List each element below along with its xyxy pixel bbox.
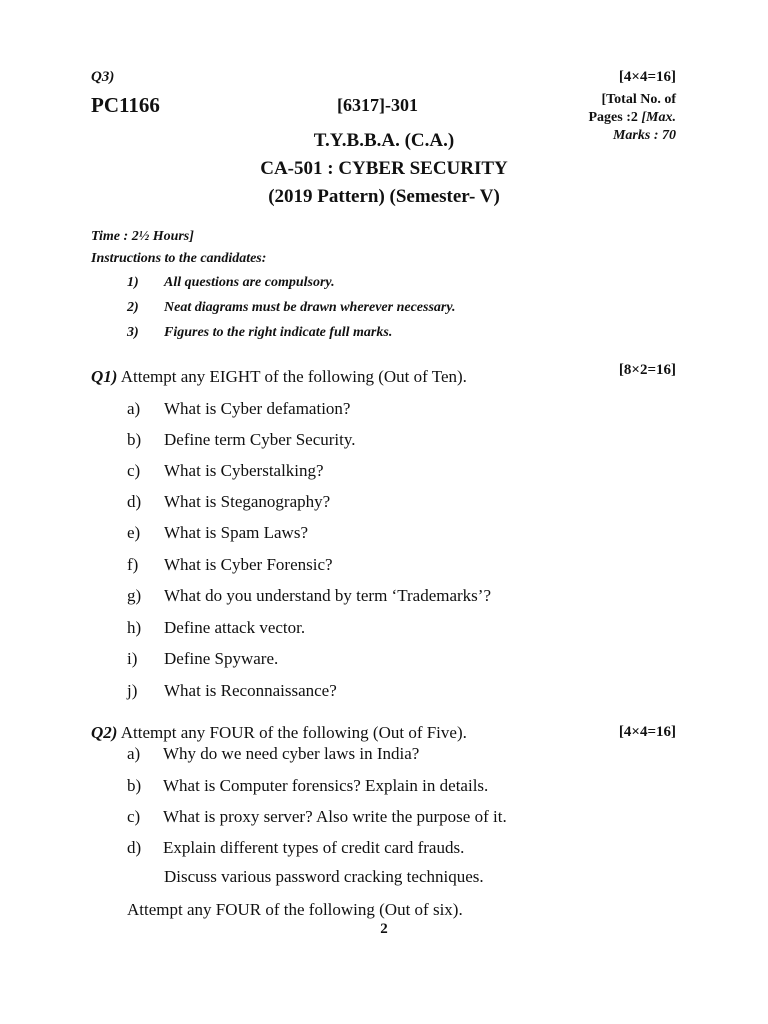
item-label: j) — [127, 681, 138, 700]
item-text: What do you understand by term ‘Trademarks’? — [164, 586, 492, 605]
q1-label: Q1) — [91, 367, 118, 386]
instruction-text: Neat diagrams must be drawn wherever necessary. — [164, 300, 456, 315]
q2-heading — [91, 723, 467, 743]
item-label: a) — [127, 399, 141, 418]
pattern-title: (2019 Pattern) (Semester- V) — [268, 186, 500, 207]
item-text: What is Reconnaissance? — [164, 681, 337, 700]
item-label: a) — [127, 744, 141, 763]
instruction-number: 3) — [127, 325, 139, 340]
item-text: What is Computer forensics? Explain in details. — [163, 776, 489, 795]
item-label: h) — [127, 618, 142, 637]
total-pages-line-1: [Total No. of — [601, 92, 676, 107]
item-label: d) — [127, 492, 142, 511]
item-label: g) — [127, 586, 142, 605]
seat-code: [6317]-301 — [337, 95, 418, 115]
time-label: Time : 2½ Hours] — [91, 229, 194, 244]
q3-marks-top: [4×4=16] — [618, 69, 676, 85]
item-label: b) — [127, 776, 142, 795]
item-label: b) — [127, 430, 142, 449]
subject-title: CA-501 : CYBER SECURITY — [260, 158, 508, 179]
item-label: f) — [127, 555, 139, 574]
item-text: What is Cyber Forensic? — [164, 555, 333, 574]
q2-label: Q2) — [91, 723, 118, 742]
instruction-text: Figures to the right indicate full marks. — [164, 325, 393, 340]
q2-extra-line: Discuss various password cracking techniques. — [164, 867, 484, 886]
total-pages-value: Pages :2 — [588, 110, 638, 125]
instruction-text: All questions are compulsory. — [164, 275, 335, 290]
item-text: What is Spam Laws? — [164, 523, 308, 542]
item-label: e) — [127, 523, 141, 542]
q2-marks: [4×4=16] — [618, 724, 676, 740]
item-text: Why do we need cyber laws in India? — [163, 744, 420, 763]
item-text: Define Spyware. — [164, 649, 279, 668]
instructions-heading: Instructions to the candidates: — [91, 251, 267, 266]
item-text: What is proxy server? Also write the purpose of it. — [163, 807, 507, 826]
course-title: T.Y.B.B.A. (C.A.) — [313, 130, 455, 151]
item-text: Explain different types of credit card frauds. — [163, 838, 465, 857]
q3-instruction: Attempt any FOUR of the following (Out of six). — [127, 900, 463, 919]
item-text: Define attack vector. — [164, 618, 306, 637]
instruction-number: 2) — [127, 300, 139, 315]
q1-marks: [8×2=16] — [618, 362, 676, 378]
item-label: d) — [127, 838, 142, 857]
item-label: c) — [127, 807, 141, 826]
item-label: c) — [127, 461, 141, 480]
q1-heading — [91, 367, 467, 387]
item-text: What is Cyber defamation? — [164, 399, 351, 418]
item-text: Define term Cyber Security. — [164, 430, 356, 449]
page-number: 2 — [380, 921, 388, 937]
q1-instruction: Attempt any EIGHT of the following (Out of Ten). — [117, 367, 467, 386]
item-text: What is Steganography? — [164, 492, 331, 511]
q2-instruction: Attempt any FOUR of the following (Out of Five). — [117, 723, 467, 742]
total-pages-line-2 — [540, 110, 676, 126]
q3-label: Q3) — [91, 69, 115, 85]
max-marks-label: [Max. — [637, 110, 676, 125]
paper-code: PC1166 — [91, 93, 160, 117]
max-marks-value: Marks : 70 — [612, 128, 676, 143]
item-label: i) — [127, 649, 138, 668]
item-text: What is Cyberstalking? — [164, 461, 324, 480]
instruction-number: 1) — [127, 275, 139, 290]
